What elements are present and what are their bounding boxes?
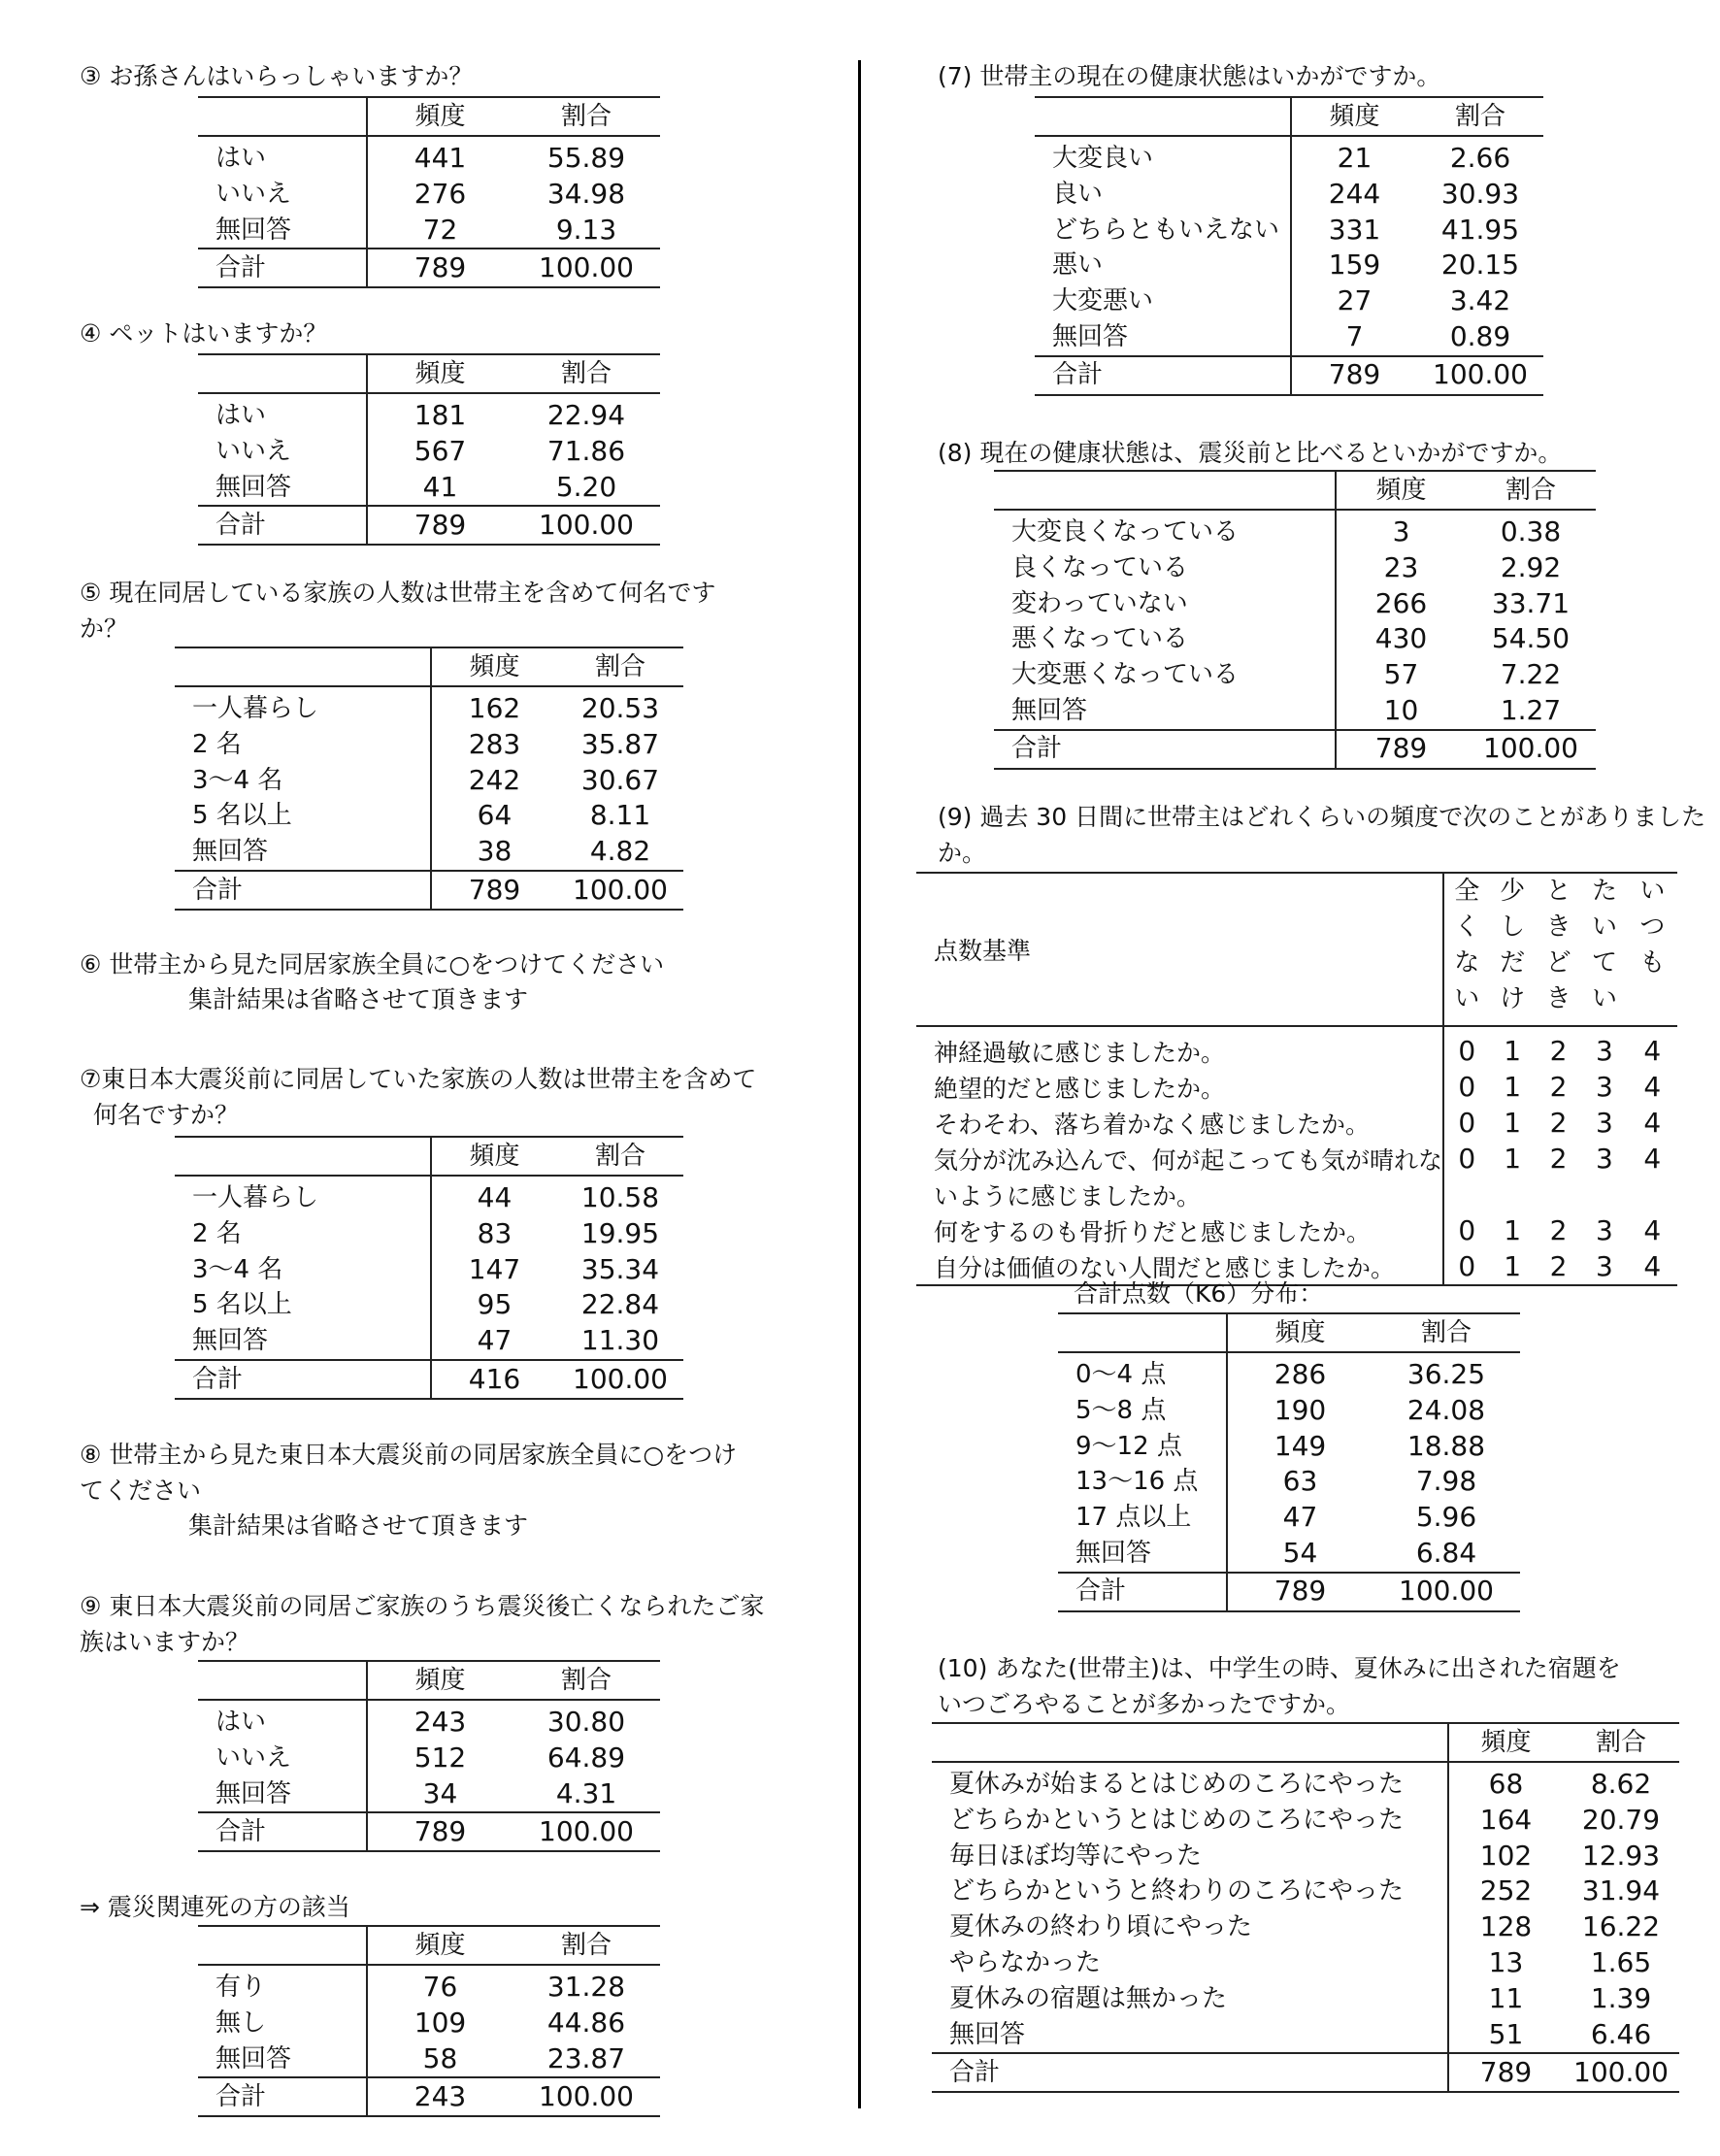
table-row: 自分は価値のない人間だと感じましたか。 0 1 2 3 4 <box>916 1248 1677 1285</box>
table-row: 夏休みの宿題は無かった 11 1.39 <box>932 1981 1679 2017</box>
related-death-table <box>198 1925 660 2117</box>
total-row: 合計 789 100.00 <box>198 1812 660 1851</box>
col-freq-header: 頻度 <box>1448 1723 1563 1762</box>
r8-table <box>994 470 1596 770</box>
col-pct-header: 割合 <box>1563 1723 1679 1762</box>
table-row: 無回答 72 9.13 <box>198 213 660 249</box>
col-pct-header: 割合 <box>557 647 683 686</box>
table-row: 5～8 点 190 24.08 <box>1058 1393 1520 1429</box>
col-freq-header: 頻度 <box>1291 97 1417 136</box>
table-row: はい 441 55.89 <box>198 136 660 177</box>
r10-table <box>932 1722 1679 2093</box>
table-row: 有り 76 31.28 <box>198 1965 660 2006</box>
table-row: そわそわ、落ち着かなく感じましたか。 0 1 2 3 4 <box>916 1105 1677 1141</box>
header-mostly: たいてい <box>1591 877 1617 1013</box>
total-row: 合計 789 100.00 <box>198 506 660 545</box>
total-row: 合計 789 100.00 <box>198 249 660 287</box>
table-row: 大変悪い 27 3.42 <box>1035 283 1543 319</box>
r10-title: (10) あなた(世帯主)は、中学生の時、夏休みに出された宿題を いつごろやることが多かったですか。 <box>938 1654 1621 1718</box>
col-freq-header: 頻度 <box>431 1137 557 1176</box>
col-freq-header: 頻度 <box>367 1926 513 1965</box>
k6-distribution-table <box>1058 1312 1520 1612</box>
table-row: やらなかった 13 1.65 <box>932 1945 1679 1981</box>
header-a-little: 少しだけ <box>1500 877 1526 1013</box>
header-sometimes: ときどき <box>1545 877 1571 1013</box>
total-row: 合計 789 100.00 <box>1058 1573 1520 1611</box>
q9-title: ⑨ 東日本大震災前の同居ご家族のうち震災後亡くなられたご家 族はいますか？ <box>80 1592 765 1656</box>
k6-items-table <box>916 872 1677 1286</box>
column-divider <box>858 60 861 2108</box>
q8-note: 集計結果は省略させて頂きます <box>188 1511 529 1540</box>
table-row: どちらかというとはじめのころにやった 164 20.79 <box>932 1803 1679 1839</box>
r7-table <box>1035 96 1543 396</box>
col-freq-header: 頻度 <box>1227 1313 1373 1352</box>
table-row: 無回答 51 6.46 <box>932 2017 1679 2054</box>
col-freq-header: 頻度 <box>367 97 513 136</box>
table-row: 悪くなっている 430 54.50 <box>994 621 1596 657</box>
table-row: 大変良くなっている 3 0.38 <box>994 510 1596 550</box>
total-row: 合計 789 100.00 <box>932 2053 1679 2092</box>
col-pct-header: 割合 <box>513 1661 660 1700</box>
header-always: いつも <box>1639 877 1666 978</box>
col-freq-header: 頻度 <box>1336 471 1466 510</box>
table-row: 無回答 54 6.84 <box>1058 1536 1520 1573</box>
q6-note: 集計結果は省略させて頂きます <box>188 985 529 1013</box>
table-row: 無し 109 44.86 <box>198 2006 660 2041</box>
table-row: 3～4 名 147 35.34 <box>175 1252 683 1288</box>
col-pct-header: 割合 <box>1373 1313 1520 1352</box>
q5-table <box>175 647 683 911</box>
table-row: はい 243 30.80 <box>198 1700 660 1741</box>
r8-title: (8) 現在の健康状態は、震災前と比べるといかがですか。 <box>938 439 1563 467</box>
total-row: 合計 789 100.00 <box>994 730 1596 769</box>
q4-table <box>198 353 660 546</box>
table-row: 一人暮らし 162 20.53 <box>175 686 683 727</box>
table-row: 変わっていない 266 33.71 <box>994 586 1596 622</box>
table-row: 気分が沈み込んで、何が起こっても気が晴れな 0 1 2 3 4 <box>916 1141 1677 1177</box>
table-row: 一人暮らし 44 10.58 <box>175 1176 683 1216</box>
table-row: いいえ 512 64.89 <box>198 1741 660 1776</box>
table-row: 悪い 159 20.15 <box>1035 248 1543 283</box>
table-row: 無回答 58 23.87 <box>198 2041 660 2078</box>
related-death-title: ⇒ 震災関連死の方の該当 <box>80 1893 350 1921</box>
table-row: 無回答 10 1.27 <box>994 693 1596 730</box>
table-row: 無回答 34 4.31 <box>198 1776 660 1813</box>
table-row: 夏休みが始まるとはじめのころにやった 68 8.62 <box>932 1762 1679 1803</box>
total-row: 合計 789 100.00 <box>1035 356 1543 395</box>
table-row: 無回答 41 5.20 <box>198 470 660 507</box>
q7-title: ⑦東日本大震災前に同居していた家族の人数は世帯主を含めて 何名ですか？ <box>80 1065 757 1129</box>
table-row: 神経過敏に感じましたか。 0 1 2 3 4 <box>916 1026 1677 1069</box>
table-row: 良い 244 30.93 <box>1035 177 1543 213</box>
col-pct-header: 割合 <box>513 1926 660 1965</box>
table-row-continuation: いように感じましたか。 <box>916 1177 1677 1212</box>
table-row: 13～16 点 63 7.98 <box>1058 1464 1520 1500</box>
col-pct-header: 割合 <box>557 1137 683 1176</box>
table-row: 無回答 7 0.89 <box>1035 319 1543 356</box>
table-row: 夏休みの終わり頃にやった 128 16.22 <box>932 1909 1679 1945</box>
r7-title: (7) 世帯主の現在の健康状態はいかがですか。 <box>938 62 1441 90</box>
table-row: いいえ 276 34.98 <box>198 177 660 213</box>
table-row: 0～4 点 286 36.25 <box>1058 1352 1520 1393</box>
table-row: どちらかというと終わりのころにやった 252 31.94 <box>932 1874 1679 1909</box>
table-row: どちらともいえない 331 41.95 <box>1035 213 1543 249</box>
q6-title: ⑥ 世帯主から見た同居家族全員に○をつけてください <box>80 950 665 978</box>
k6-distribution-title: 合計点数（K6）分布： <box>1074 1279 1324 1308</box>
q8-title: ⑧ 世帯主から見た東日本大震災前の同居家族全員に○をつけ てください <box>80 1441 738 1505</box>
table-row: 毎日ほぼ均等にやった 102 12.93 <box>932 1839 1679 1874</box>
q3-title: ③ お孫さんはいらっしゃいますか？ <box>80 62 474 90</box>
q4-title: ④ ペットはいますか？ <box>80 319 328 348</box>
col-pct-header: 割合 <box>513 354 660 393</box>
table-row: 2 名 283 35.87 <box>175 727 683 763</box>
total-row: 合計 789 100.00 <box>175 871 683 910</box>
q7-table <box>175 1136 683 1400</box>
col-pct-header: 割合 <box>1417 97 1543 136</box>
table-row: いいえ 567 71.86 <box>198 434 660 470</box>
table-row: 無回答 47 11.30 <box>175 1323 683 1360</box>
col-pct-header: 割合 <box>513 97 660 136</box>
table-row: 大変良い 21 2.66 <box>1035 136 1543 177</box>
table-row: 17 点以上 47 5.96 <box>1058 1500 1520 1536</box>
table-row: 5 名以上 95 22.84 <box>175 1287 683 1323</box>
table-row: 2 名 83 19.95 <box>175 1216 683 1252</box>
score-criteria-label: 点数基準 <box>916 873 1443 1026</box>
r9-title: (9) 過去 30 日間に世帯主はどれくらいの頻度で次のことがありました か。 <box>938 803 1706 867</box>
total-row: 合計 416 100.00 <box>175 1360 683 1399</box>
table-row: 絶望的だと感じましたか。 0 1 2 3 4 <box>916 1069 1677 1105</box>
table-row: 無回答 38 4.82 <box>175 834 683 871</box>
table-row: はい 181 22.94 <box>198 393 660 434</box>
table-row: 3～4 名 242 30.67 <box>175 763 683 799</box>
table-row: 良くなっている 23 2.92 <box>994 550 1596 586</box>
col-freq-header: 頻度 <box>431 647 557 686</box>
q5-title: ⑤ 現在同居している家族の人数は世帯主を含めて何名です か？ <box>80 579 716 643</box>
col-freq-header: 頻度 <box>367 1661 513 1700</box>
q3-table <box>198 96 660 288</box>
total-row: 合計 243 100.00 <box>198 2077 660 2116</box>
table-row: 9～12 点 149 18.88 <box>1058 1429 1520 1465</box>
header-not-at-all: 全くない <box>1454 877 1480 1013</box>
table-row: 5 名以上 64 8.11 <box>175 798 683 834</box>
table-row: 大変悪くなっている 57 7.22 <box>994 657 1596 693</box>
table-row: 何をするのも骨折りだと感じましたか。 0 1 2 3 4 <box>916 1212 1677 1248</box>
col-pct-header: 割合 <box>1466 471 1596 510</box>
col-freq-header: 頻度 <box>367 354 513 393</box>
q9-table <box>198 1660 660 1852</box>
